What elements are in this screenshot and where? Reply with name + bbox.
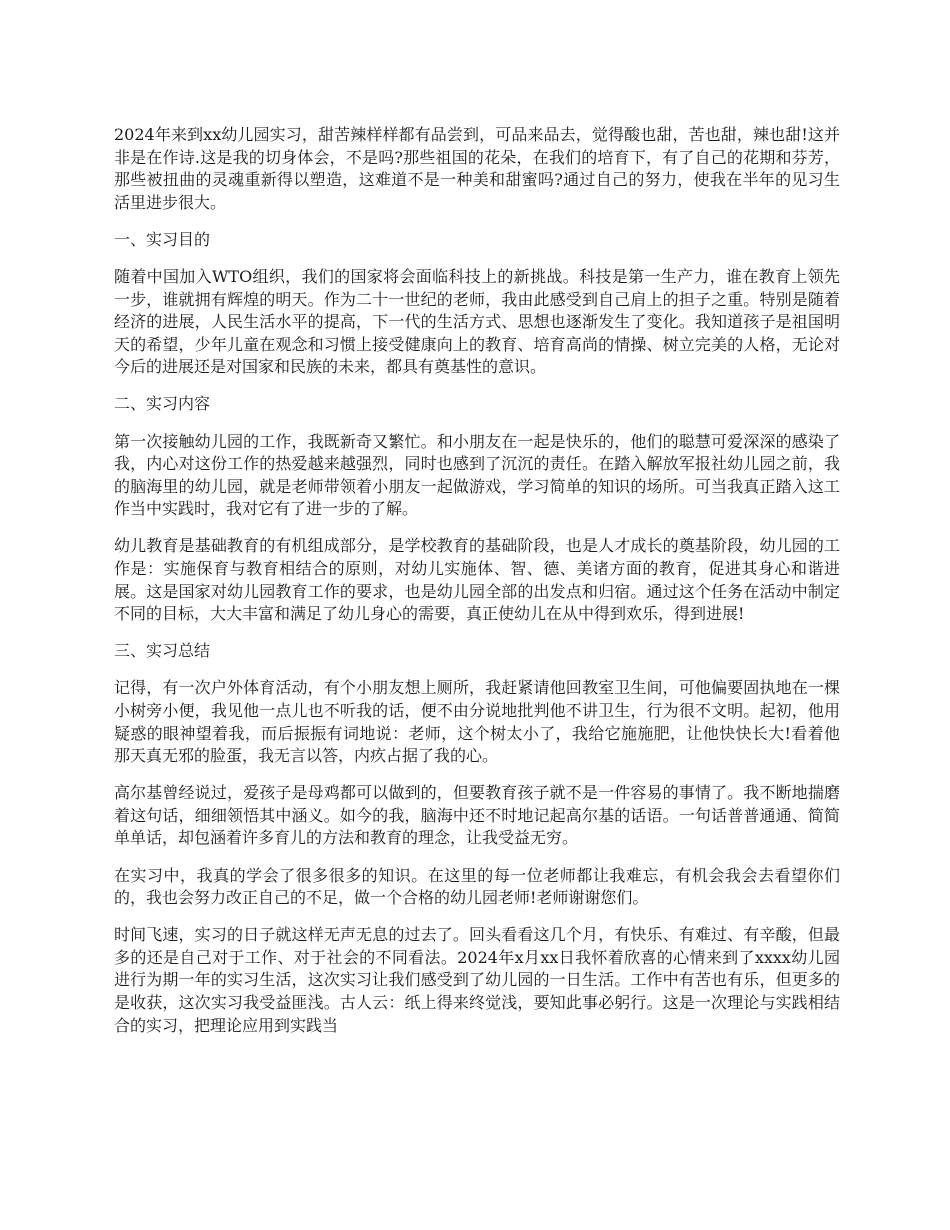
- summary-paragraph-2: 高尔基曾经说过，爱孩子是母鸡都可以做到的，但要教育孩子就不是一件容易的事情了。我不断地揣磨着这句话，细细领悟其中涵义。如今的我，脑海中还不时地记起高尔基的话语。一句话普普通通、简简单单话，却包涵着许多育儿的方法和教育的理念，让我受益无穷。: [114, 783, 840, 848]
- intro-paragraph: 2024年来到xx幼儿园实习，甜苦辣样样都有品尝到，可品来品去，觉得酸也甜，苦也甜，辣也甜!这并非是在作诗.这是我的切身体会，不是吗?那些祖国的花朵，在我们的培育下，有了自己的花期和芬芳，那些被扭曲的灵魂重新得以塑造，这难道不是一种美和甜蜜吗?通过自己的努力，使我在半年的见习生活里进步很大。: [114, 125, 840, 212]
- summary-paragraph-1: 记得，有一次户外体育活动，有个小朋友想上厕所，我赶紧请他回教室卫生间，可他偏要固执地在一棵小树旁小便，我见他一点儿也不听我的话，便不由分说地批判他不讲卫生，行为很不文明。起初，他用疑惑的眼神望着我，而后振振有词地说：老师，这个树太小了，我给它施施肥，让他快快长大!看着他那天真无邪的脸蛋，我无言以答，内疚占据了我的心。: [114, 678, 840, 766]
- summary-paragraph-3: 在实习中，我真的学会了很多很多的知识。在这里的每一位老师都让我难忘，有机会我会去看望你们的，我也会努力改正自己的不足，做一个合格的幼儿园老师!老师谢谢您们。: [114, 865, 840, 908]
- section-heading-summary: 三、实习总结: [114, 641, 211, 661]
- section-heading-content: 二、实习内容: [114, 394, 211, 414]
- purpose-paragraph: 随着中国加入WTO组织，我们的国家将会面临科技上的新挑战。科技是第一生产力，谁在教育上领先一步，谁就拥有辉煌的明天。作为二十一世纪的老师，我由此感受到自己肩上的担子之重。特别是随着经济的进展，人民生活水平的提高，下一代的生活方式、思想也逐渐发生了变化。我知道孩子是祖国明天的希望，少年儿童在观念和习惯上接受健康向上的教育、培育高尚的情操、树立完美的人格，无论对今后的进展还是对国家和民族的未来，都具有奠基性的意识。: [114, 266, 840, 377]
- summary-paragraph-4: 时间飞速，实习的日子就这样无声无息的过去了。回头看看这几个月，有快乐、有难过、有辛酸，但最多的还是自己对于工作、对于社会的不同看法。2024年x月xx日我怀着欣喜的心情来到了xxxx幼儿园进行为期一年的实习生活，这次实习让我们感受到了幼儿园的一日生活。工作中有苦也有乐，但更多的是收获，这次实习我受益匪浅。古人云：纸上得来终觉浅，要知此事必躬行。这是一次理论与实践相结合的实习，把理论应用到实践当: [114, 925, 840, 1035]
- content-paragraph-2: 幼儿教育是基础教育的有机组成部分，是学校教育的基础阶段，也是人才成长的奠基阶段，幼儿园的工作是：实施保育与教育相结合的原则，对幼儿实施体、智、德、美诸方面的教育，促进其身心和谐进展。这是国家对幼儿园教育工作的要求，也是幼儿园全部的出发点和归宿。通过这个任务在活动中制定不同的目标，大大丰富和满足了幼儿身心的需要，真正使幼儿在从中得到欢乐，得到进展!: [114, 536, 840, 624]
- section-heading-purpose: 一、实习目的: [114, 229, 211, 249]
- content-paragraph-1: 第一次接触幼儿园的工作，我既新奇又繁忙。和小朋友在一起是快乐的，他们的聪慧可爱深深的感染了我，内心对这份工作的热爱越来越强烈，同时也感到了沉沉的责任。在踏入解放军报社幼儿园之前，我的脑海里的幼儿园，就是老师带领着小朋友一起做游戏，学习简单的知识的场所。可当我真正踏入这工作当中实践时，我对它有了进一步的了解。: [114, 431, 840, 519]
- document-body: [114, 124, 840, 1052]
